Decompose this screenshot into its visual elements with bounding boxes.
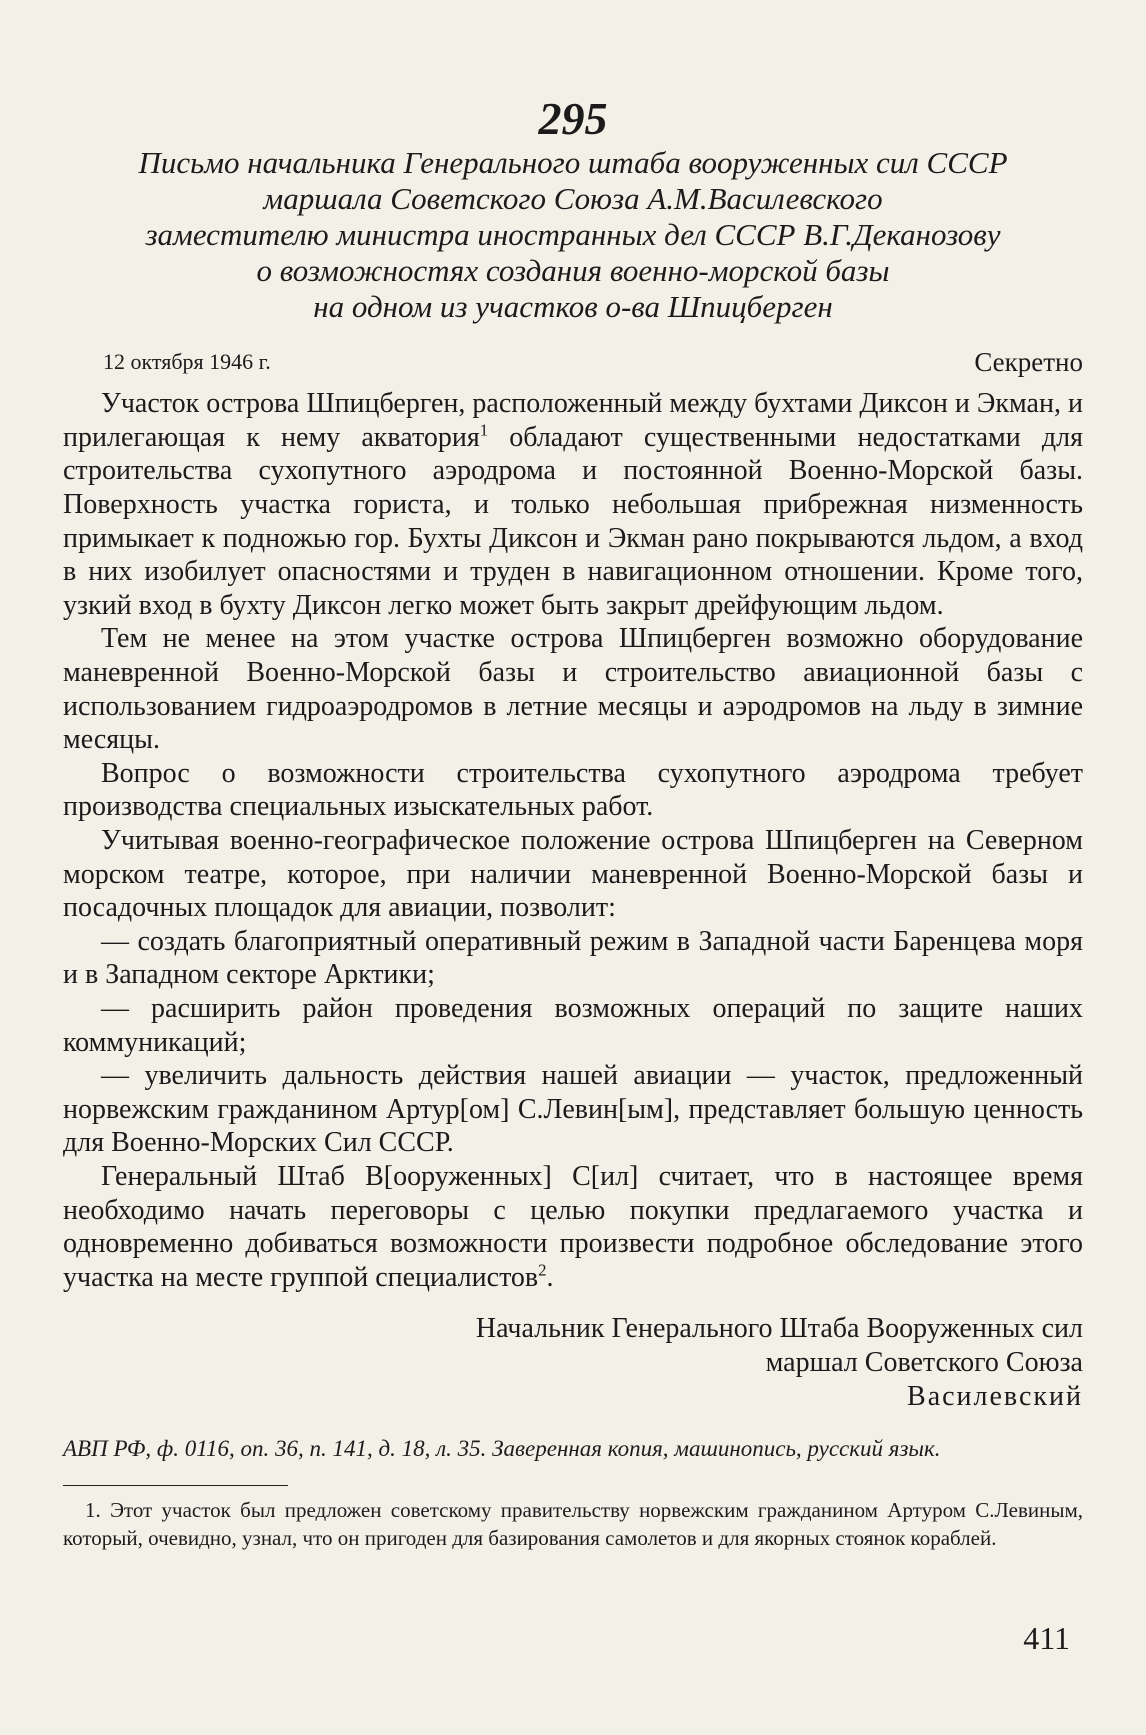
document-number: 295 (538, 93, 608, 144)
title-line: маршала Советского Союза А.М.Василевского (263, 181, 883, 217)
paragraph: Вопрос о возможности строительства сухопутного аэродрома требует производства специальных изыскательных работ. (63, 757, 1083, 823)
page-number: 411 (1023, 1620, 1070, 1656)
list-item: — создать благоприятный оперативный режим в Западной части Баренцева моря и в Западном секторе Арктики; (63, 925, 1083, 991)
document-date: 12 октября 1946 г. (103, 349, 271, 375)
paragraph (63, 1160, 1083, 1294)
paragraph-text: обладают существенными недостатками для строительства сухопутного аэродрома и постоянной Военно-Морской базы. Поверхность участка гориста, и только небольшая прибрежная низменность примыкает к подножью гор. Бухты Диксон и Экман рано покрываются льдом, а вход в них изобилует опасностями и труден в навигационном отношении. Кроме того, узкий вход в бухту Диксон легко может быть закрыт дрейфующим льдом. (63, 421, 1083, 621)
list-item: — увеличить дальность действия нашей авиации — участок, предложенный норвежским гражданином Артур[ом] С.Левин[ым], представляет большую ценность для Военно-Морских Сил СССР. (63, 1060, 1083, 1159)
paragraph: Тем не менее на этом участке острова Шпицберген возможно оборудование маневренной Военно-Морской базы и строительство авиационной базы с использованием гидроаэродромов в летние месяцы и аэродромов на льду в зимние месяцы. (63, 623, 1083, 756)
title-line: заместителю министра иностранных дел СССР В.Г.Деканозову (145, 217, 1001, 253)
paragraph-text: Генеральный Штаб В[ооруженных] С[ил] считает, что в настоящее время необходимо начать переговоры с целью покупки предлагаемого участка и одновременно добиваться возможности произвести подробное обследование этого участка на месте группой специалистов (63, 1160, 1083, 1293)
paragraph (63, 387, 1083, 622)
archive-source: АВП РФ, ф. 0116, оп. 36, п. 141, д. 18, л. 35. Заверенная копия, машинопись, русский язык. (63, 1436, 941, 1462)
document-title (63, 145, 1083, 325)
footnote-ref: 1 (479, 420, 489, 440)
footnote-divider (63, 1485, 288, 1486)
classification-label: Секретно (974, 347, 1083, 378)
paragraph: Учитывая военно-географическое положение острова Шпицберген на Северном морском театре, которое, при наличии маневренной Военно-Морской базы и посадочных площадок для авиации, позволит: (63, 825, 1083, 924)
footnote-ref: 2 (538, 1260, 547, 1280)
paragraph-text: . (546, 1261, 554, 1293)
title-line: о возможностях создания военно-морской базы (256, 253, 890, 289)
footnote: 1. Этот участок был предложен советскому правительству норвежским гражданином Артуром С.Левиным, который, очевидно, узнал, что он пригоден для базирования самолетов и для якорных стоянок кораблей. (63, 1498, 1083, 1551)
title-line: Письмо начальника Генерального штаба вооруженных сил СССР (138, 145, 1008, 181)
signature-rank: маршал Советского Союза (765, 1346, 1083, 1378)
paragraph-text: Участок острова Шпицберген, расположенный между бухтами Диксон и Экман, и прилегающая к нему акватория (63, 388, 1083, 453)
signature-name: Василевский (907, 1380, 1083, 1412)
title-line: на одном из участков о-ва Шпицберген (313, 289, 833, 325)
letter-body (63, 387, 1083, 1294)
date-row (63, 347, 1083, 377)
signature-block (63, 1312, 1083, 1413)
document-page (63, 95, 1083, 1552)
signature-title: Начальник Генерального Штаба Вооруженных сил (475, 1313, 1083, 1345)
list-item: — расширить район проведения возможных операций по защите наших коммуникаций; (63, 992, 1083, 1058)
